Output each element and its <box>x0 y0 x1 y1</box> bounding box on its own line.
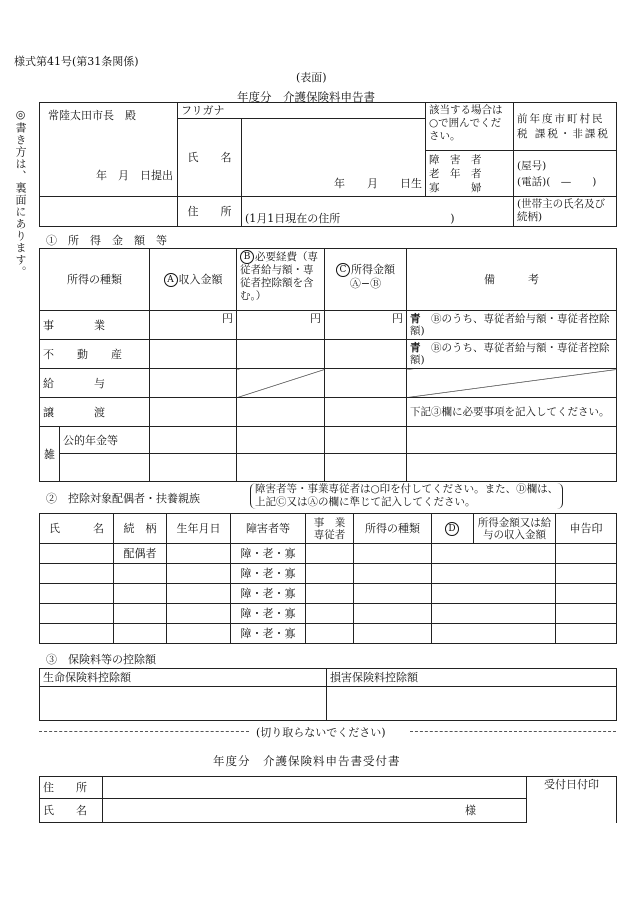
col-a-mark: A <box>164 273 178 287</box>
dep-relation[interactable] <box>114 584 167 604</box>
section1-title: ① 所 得 金 額 等 <box>46 234 167 247</box>
furigana-field[interactable] <box>178 103 426 119</box>
receipt-title: 年度分 介護保険料申告書受付書 <box>213 754 401 768</box>
receipt-address-field[interactable] <box>103 777 527 799</box>
dep-name[interactable] <box>40 564 114 584</box>
pension-label: 公的年金等 <box>60 427 150 454</box>
salary-net[interactable] <box>325 369 407 398</box>
col-c-header: C 所得金額 Ⓐ−Ⓑ <box>325 249 407 311</box>
misc-label: 雑 <box>40 427 60 482</box>
col-type: 所得の種類 <box>40 249 150 311</box>
col-b-mark: B <box>240 250 254 264</box>
disability-option[interactable]: 障・老・寡 <box>231 564 306 584</box>
misc-expense[interactable] <box>237 454 325 482</box>
dep-worker[interactable] <box>306 544 354 564</box>
blank-cell <box>40 197 178 227</box>
section3-title: ③ 保険料等の控除額 <box>46 653 156 666</box>
receipt-address-label: 住 所 <box>40 777 103 799</box>
dep-worker[interactable] <box>306 624 354 644</box>
ao-label: 青 <box>410 313 421 325</box>
col-b-header: B 必要経費（専従者給与額・専従者控除額を含む。） <box>237 249 325 311</box>
cut-line-label: (切り取らないでください) <box>256 726 386 739</box>
furigana-label: フリガナ <box>181 104 225 117</box>
dep-income-type[interactable] <box>354 604 432 624</box>
dep-income-type[interactable] <box>354 624 432 644</box>
life-insurance-label: 生命保険料控除額 <box>40 669 327 687</box>
dep-birth[interactable] <box>167 544 231 564</box>
birth-label: 年 月 日生 <box>334 177 423 190</box>
circle-instruction: 該当する場合は○で囲んでください。 <box>426 103 514 151</box>
pension-net[interactable] <box>325 427 407 454</box>
col-disability: 障害者等 <box>231 514 306 544</box>
householder-label: (世帯主の氏名及び続柄) <box>517 198 606 223</box>
col-d: D <box>432 514 474 544</box>
salary-expense-void <box>237 369 325 398</box>
dep-income-type[interactable] <box>354 584 432 604</box>
income-table <box>39 248 617 482</box>
side-label: (表面) <box>296 71 327 84</box>
salary-income[interactable] <box>150 369 237 398</box>
row-property: 不 動 産 <box>40 340 150 369</box>
dep-worker[interactable] <box>306 584 354 604</box>
dep-name[interactable] <box>40 544 114 564</box>
category-cell[interactable] <box>426 151 514 197</box>
addressee: 常陸太田市長 殿 <box>48 109 136 122</box>
form-title: 年度分 介護保険料申告書 <box>237 90 375 104</box>
ao-label: 青 <box>410 342 421 354</box>
dep-relation[interactable] <box>114 604 167 624</box>
address-note: (1月1日現在の住所 ) <box>245 212 455 225</box>
section2-note: 障害者等・事業専従者は○印を付してください。また、Ⓓ欄は、 上記Ⓒ又はⒶの欄に準じて記入してください。 <box>250 483 563 509</box>
category-elderly[interactable]: 老 年 者 <box>429 167 482 180</box>
property-income[interactable] <box>150 340 237 369</box>
col-name: 氏 名 <box>40 514 114 544</box>
receipt-stamp: 受付日付印 <box>527 777 617 823</box>
row-salary: 給 与 <box>40 369 150 398</box>
dep-income-amount[interactable] <box>432 564 556 584</box>
business-income[interactable]: 円 <box>150 311 237 340</box>
cut-line-right <box>410 731 616 732</box>
dep-birth[interactable] <box>167 624 231 644</box>
business-net[interactable]: 円 <box>325 311 407 340</box>
business-remark[interactable]: 青 Ⓑのうち、専従者給与額・専従者控除額) <box>407 311 617 340</box>
dep-income-type[interactable] <box>354 564 432 584</box>
col-c-formula: Ⓐ−Ⓑ <box>349 277 382 290</box>
name-field[interactable] <box>242 119 426 197</box>
spouse-label: 配偶者 <box>114 544 167 564</box>
pension-expense[interactable] <box>237 427 325 454</box>
damage-insurance-field[interactable] <box>327 687 617 721</box>
row-business: 事 業 <box>40 311 150 340</box>
tax-status[interactable]: 前年度市町村民税 課税・非課税 <box>514 103 617 151</box>
disability-option[interactable]: 障・老・寡 <box>231 544 306 564</box>
dep-income-amount[interactable] <box>432 624 556 644</box>
property-remark[interactable]: 青 Ⓑのうち、専従者給与額・専従者控除額) <box>407 340 617 369</box>
transfer-remark: 下記③欄に必要事項を記入してください。 <box>407 398 617 427</box>
dep-seal[interactable] <box>556 604 617 624</box>
col-relation: 続 柄 <box>114 514 167 544</box>
transfer-income[interactable] <box>150 398 237 427</box>
dep-relation[interactable] <box>114 564 167 584</box>
dep-worker[interactable] <box>306 564 354 584</box>
header-table <box>39 102 617 227</box>
phone: (電話)( — ) <box>517 175 597 188</box>
misc-income[interactable] <box>150 454 237 482</box>
disability-option[interactable]: 障・老・寡 <box>231 584 306 604</box>
col-a-header: A 収入金額 <box>150 249 237 311</box>
col-seal: 申告印 <box>556 514 617 544</box>
property-net[interactable] <box>325 340 407 369</box>
col-remarks: 備 考 <box>407 249 617 311</box>
dep-seal[interactable] <box>556 544 617 564</box>
col-income-amount: 所得金額又は給与の収入金額 <box>474 514 556 544</box>
name-label: 氏 名 <box>178 119 242 197</box>
dep-birth[interactable] <box>167 584 231 604</box>
misc-other-label[interactable] <box>60 454 150 482</box>
shop-name: (屋号) <box>517 159 547 172</box>
address-label: 住 所 <box>178 197 242 227</box>
business-expense[interactable]: 円 <box>237 311 325 340</box>
receipt-table <box>39 776 617 823</box>
form-number: 様式第41号(第31条関係) <box>14 55 139 68</box>
life-insurance-field[interactable] <box>40 687 327 721</box>
dep-seal[interactable] <box>556 564 617 584</box>
insurance-table <box>39 668 617 721</box>
transfer-expense[interactable] <box>237 398 325 427</box>
col-worker: 事 業専従者 <box>306 514 354 544</box>
category-widow[interactable]: 寡 婦 <box>429 181 482 194</box>
disability-option[interactable]: 障・老・寡 <box>231 624 306 644</box>
col-birth: 生年月日 <box>167 514 231 544</box>
dep-seal[interactable] <box>556 624 617 644</box>
section2-title: ② 控除対象配偶者・扶養親族 <box>46 492 200 505</box>
side-note: ◎書き方は、裏面にあります。 <box>14 108 27 278</box>
receipt-name-field[interactable] <box>103 799 527 823</box>
cut-line-left <box>39 731 249 732</box>
dep-income-amount[interactable] <box>432 584 556 604</box>
property-expense[interactable] <box>237 340 325 369</box>
dep-name[interactable] <box>40 604 114 624</box>
misc-remark[interactable] <box>407 454 617 482</box>
dep-relation[interactable] <box>114 624 167 644</box>
dep-birth[interactable] <box>167 604 231 624</box>
dep-name[interactable] <box>40 584 114 604</box>
pension-remark[interactable] <box>407 427 617 454</box>
misc-net[interactable] <box>325 454 407 482</box>
damage-insurance-label: 損害保険料控除額 <box>327 669 617 687</box>
col-c-mark: C <box>336 263 350 277</box>
dependents-table <box>39 513 617 644</box>
transfer-net[interactable] <box>325 398 407 427</box>
dep-income-amount[interactable] <box>432 544 556 564</box>
pension-income[interactable] <box>150 427 237 454</box>
addressee-cell <box>40 103 178 197</box>
salary-remark-void <box>407 369 617 398</box>
submit-date[interactable]: 年 月 日提出 <box>96 169 173 182</box>
disability-option[interactable]: 障・老・寡 <box>231 604 306 624</box>
dep-income-type[interactable] <box>354 544 432 564</box>
shop-phone-cell[interactable] <box>514 151 617 197</box>
dep-name[interactable] <box>40 624 114 644</box>
sama-label: 様 <box>465 804 476 817</box>
address-field[interactable] <box>242 197 514 227</box>
dep-income-amount[interactable] <box>432 604 556 624</box>
dep-seal[interactable] <box>556 584 617 604</box>
householder-field[interactable] <box>514 197 617 227</box>
receipt-name-label: 氏 名 <box>40 799 103 823</box>
row-transfer: 譲 渡 <box>40 398 150 427</box>
dep-worker[interactable] <box>306 604 354 624</box>
col-income-type: 所得の種類 <box>354 514 432 544</box>
category-disabled[interactable]: 障 害 者 <box>429 153 482 166</box>
dep-birth[interactable] <box>167 564 231 584</box>
